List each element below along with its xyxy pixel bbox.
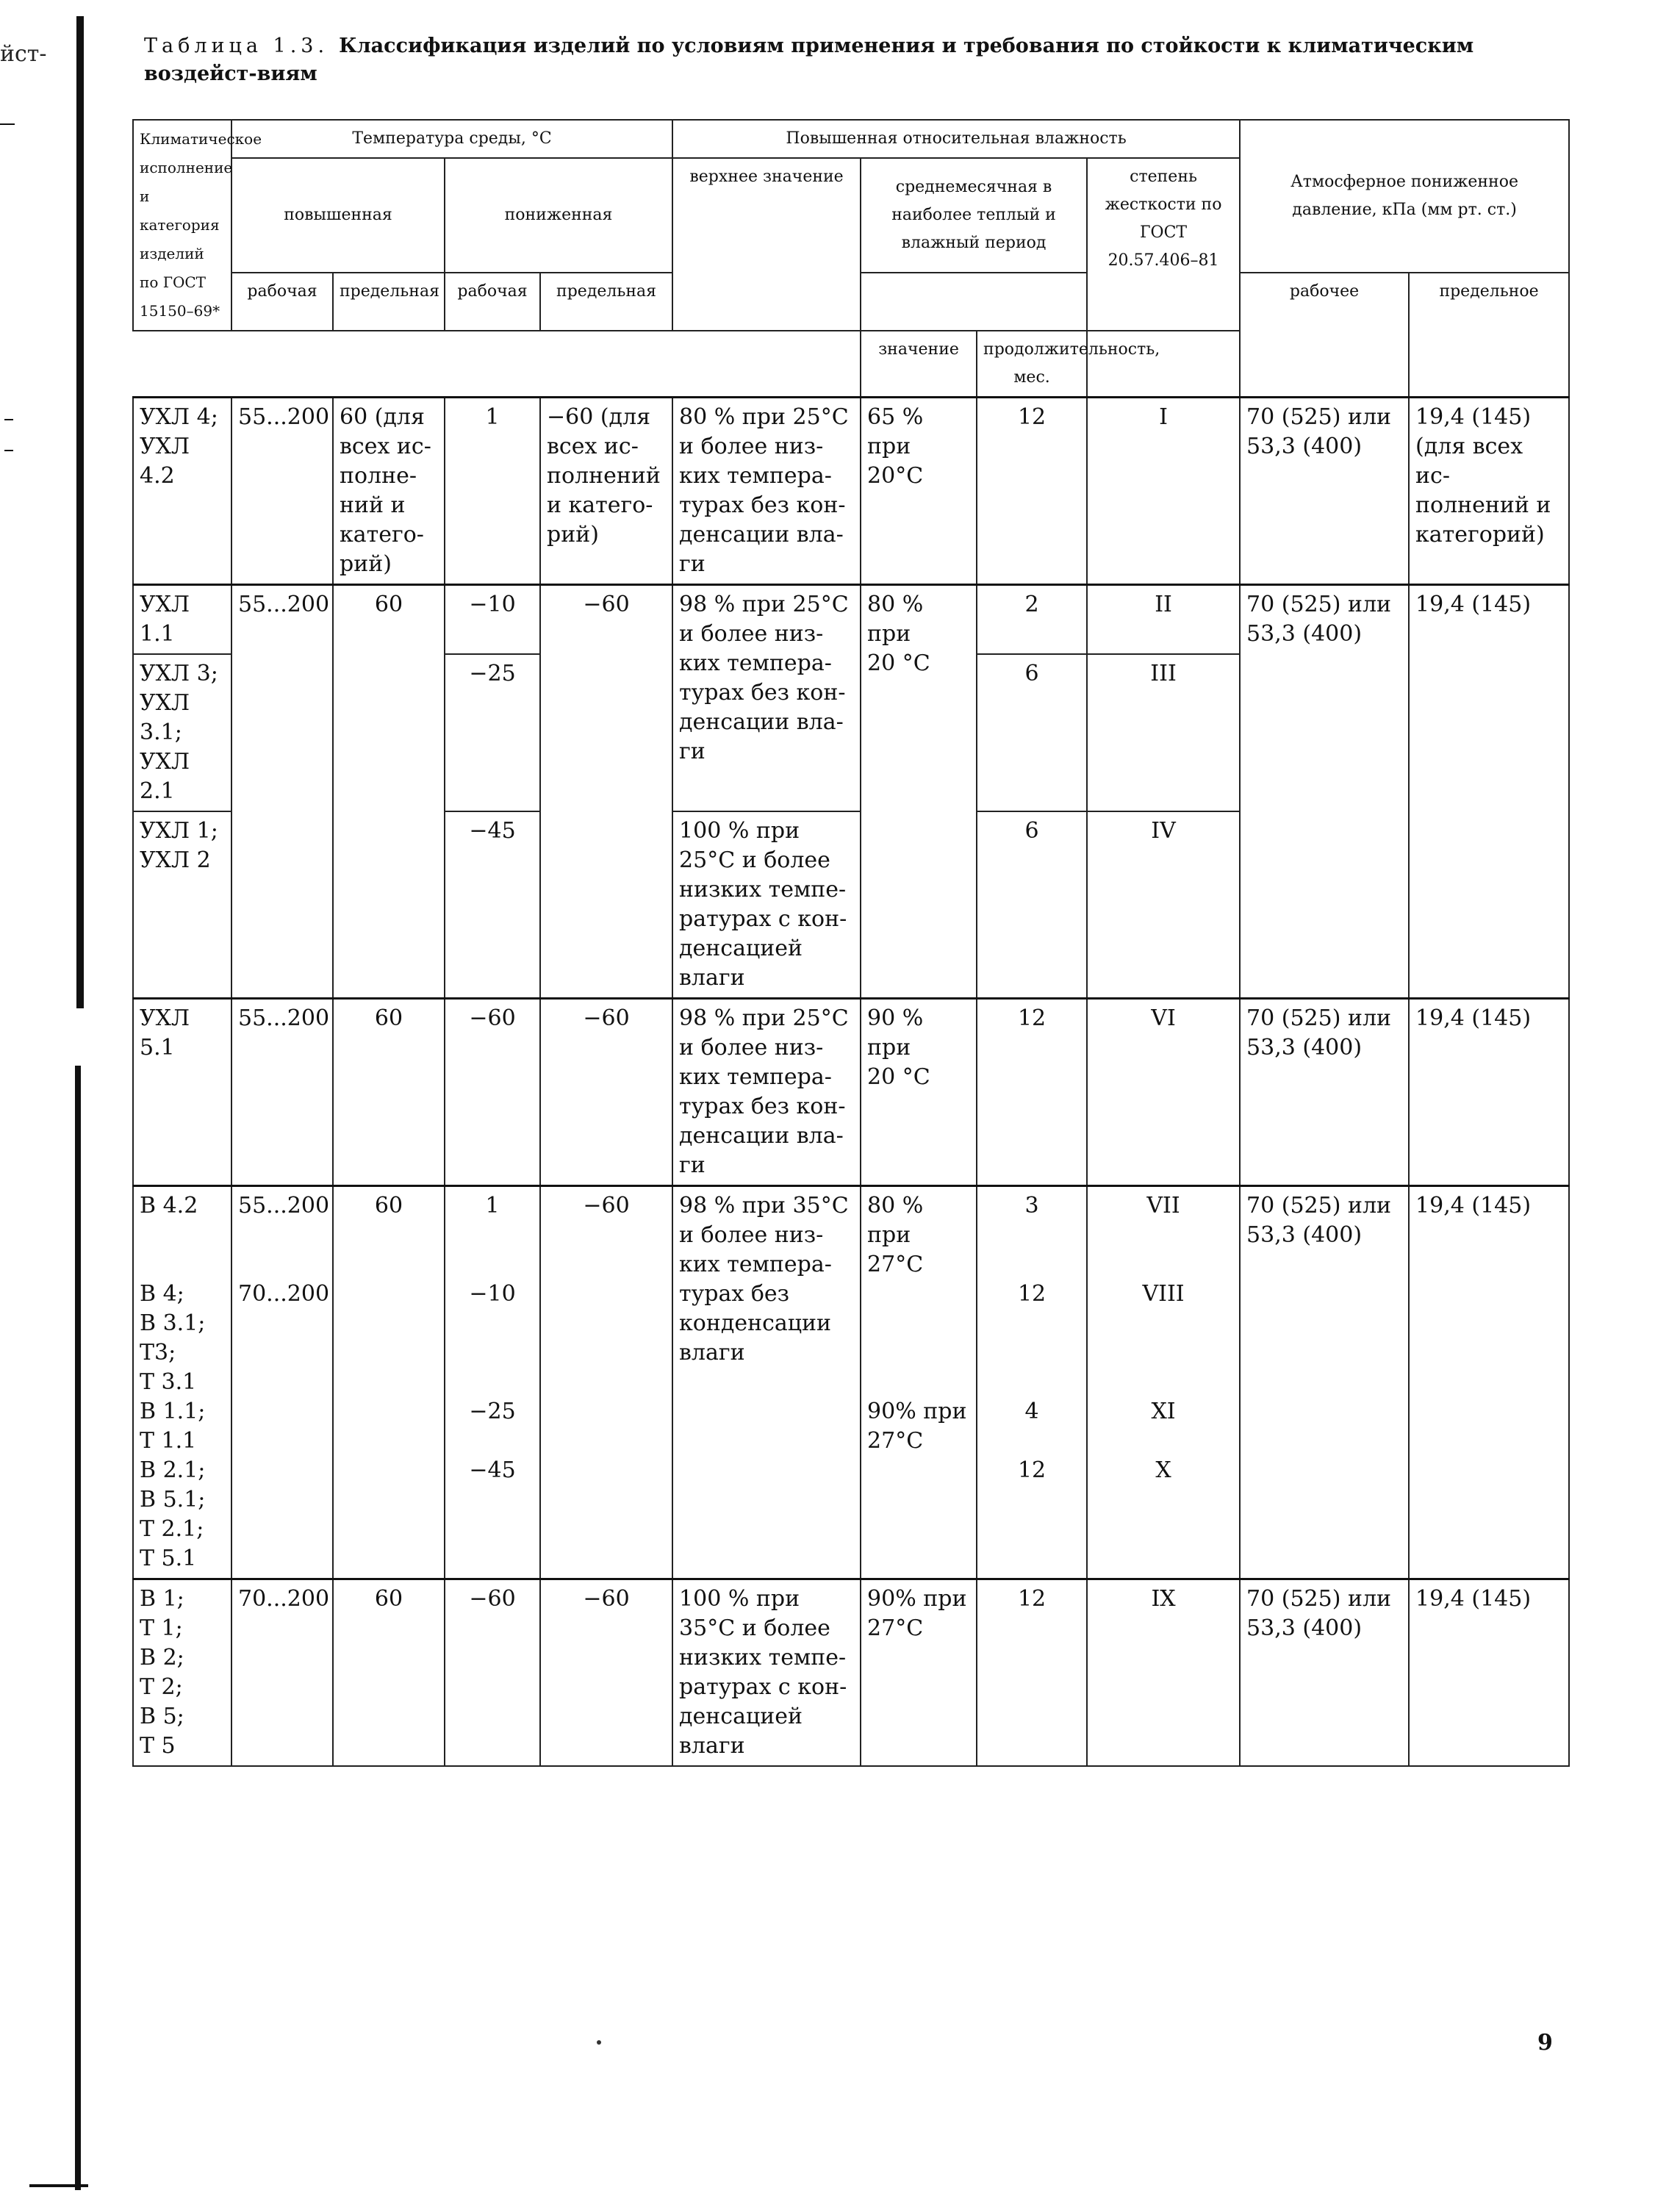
cell-avg-value: 90 % при 20 °С — [861, 999, 977, 1186]
table-row — [133, 999, 1569, 1186]
cell-high-working: 55...200 — [231, 999, 333, 1186]
cell-high-working: 55...200 — [231, 398, 333, 585]
page-number: 9 — [1537, 2030, 1553, 2056]
cell-low-working: −25 — [445, 654, 540, 811]
header-pressure: Атмосферное пониженное давление, кПа (мм рт. ст.) — [1240, 120, 1569, 273]
table-row — [133, 1186, 1569, 1579]
cell-upper-humidity: 80 % при 25°С и более низ- ких темпера- турах без кон- денсации вла- ги — [672, 398, 861, 585]
table-row — [133, 585, 1569, 655]
cell-duration: 6 — [977, 811, 1087, 999]
header-avg-value: значение — [861, 331, 977, 398]
header-filler — [672, 331, 861, 398]
cell-severity: II — [1087, 585, 1240, 655]
cell-low-working: −60 — [445, 999, 540, 1186]
header-avg-spacer — [861, 273, 1087, 331]
cell-high-limit: 60 — [333, 1579, 445, 1767]
header-severity: степень жесткости по ГОСТ 20.57.406–81 — [1087, 158, 1240, 331]
header-pressure-limit: предельное — [1409, 273, 1569, 398]
table-row — [133, 1579, 1569, 1767]
header-avg-monthly: среднемесячная в наиболее теплый и влажный период — [861, 158, 1087, 273]
cell-duration: 12 — [977, 999, 1087, 1186]
cell-pressure-limit: 19,4 (145) — [1409, 1579, 1569, 1767]
cell-climate: В 1; Т 1; В 2; Т 2; В 5; Т 5 — [133, 1579, 231, 1767]
cell-pressure-limit: 19,4 (145) (для всех ис- полнений и категорий) — [1409, 398, 1569, 585]
cell-high-limit: 60 (для всех ис- полне- ний и катего- рий) — [333, 398, 445, 585]
margin-tick — [0, 123, 15, 125]
header-climate: Климатическое исполнение и категория изделий по ГОСТ 15150–69* — [133, 120, 231, 331]
cell-severity: VII VIII XI X — [1087, 1186, 1240, 1579]
cell-duration: 2 — [977, 585, 1087, 655]
cell-high-limit: 60 — [333, 999, 445, 1186]
margin-tick — [29, 2184, 88, 2187]
header-humidity: Повышенная относительная влажность — [672, 120, 1240, 158]
cell-climate: УХЛ 1.1 — [133, 585, 231, 655]
cell-climate: УХЛ 4; УХЛ 4.2 — [133, 398, 231, 585]
cell-severity: VI — [1087, 999, 1240, 1186]
cell-avg-value: 65 % при 20°С — [861, 398, 977, 585]
header-pressure-working: рабочее — [1240, 273, 1409, 398]
cell-pressure-working: 70 (525) или 53,3 (400) — [1240, 398, 1409, 585]
cell-climate: УХЛ 1; УХЛ 2 — [133, 811, 231, 999]
header-avg-duration: продолжительность, мес. — [977, 331, 1087, 398]
cell-duration: 6 — [977, 654, 1087, 811]
header-temp-low: пониженная — [445, 158, 672, 273]
cell-pressure-working: 70 (525) или 53,3 (400) — [1240, 1186, 1409, 1579]
cell-high-limit: 60 — [333, 585, 445, 999]
cell-low-working: −10 — [445, 585, 540, 655]
cell-climate: УХЛ 3; УХЛ 3.1; УХЛ 2.1 — [133, 654, 231, 811]
header-low-limit: предельная — [540, 273, 672, 331]
table-caption — [144, 32, 1570, 88]
header-high-working: рабочая — [231, 273, 333, 331]
cell-duration: 12 — [977, 1579, 1087, 1767]
cell-pressure-working: 70 (525) или 53,3 (400) — [1240, 1579, 1409, 1767]
cut-text: йст- — [0, 41, 47, 67]
table-row — [133, 398, 1569, 585]
binding-bar-lower — [75, 1066, 81, 2190]
header-temperature: Температура среды, °С — [231, 120, 672, 158]
cell-upper-humidity: 98 % при 25°С и более низ- ких темпера- турах без кон- денсации вла- ги — [672, 585, 861, 812]
cell-avg-value: 90% при 27°С — [861, 1579, 977, 1767]
cell-low-limit: −60 (для всех ис- полнений и катего- рий) — [540, 398, 672, 585]
header-temp-high: повышенная — [231, 158, 445, 273]
cell-pressure-limit: 19,4 (145) — [1409, 999, 1569, 1186]
caption-label: Таблица 1.3. — [144, 35, 329, 57]
margin-tick — [4, 450, 13, 451]
cell-low-limit: −60 — [540, 999, 672, 1186]
header-high-limit: предельная — [333, 273, 445, 331]
page-dot — [597, 2040, 601, 2045]
cell-upper-humidity: 98 % при 25°С и более низ- ких темпера- турах без кон- денсации вла- ги — [672, 999, 861, 1186]
cell-pressure-working: 70 (525) или 53,3 (400) — [1240, 999, 1409, 1186]
header-low-working: рабочая — [445, 273, 540, 331]
cell-low-limit: −60 — [540, 1579, 672, 1767]
cell-duration: 12 — [977, 398, 1087, 585]
cell-pressure-limit: 19,4 (145) — [1409, 1186, 1569, 1579]
cell-climate: В 4.2 В 4; В 3.1; Т3; Т 3.1 В 1.1; Т 1.1 В 2.1; В 5.1; Т 2.1; Т 5.1 — [133, 1186, 231, 1579]
cell-severity: IV — [1087, 811, 1240, 999]
cell-upper-humidity: 100 % при 35°С и более низких темпе- ратурах с кон- денсацией влаги — [672, 1579, 861, 1767]
cell-pressure-limit: 19,4 (145) — [1409, 585, 1569, 999]
cell-upper-humidity: 100 % при 25°С и более низких темпе- ратурах с кон- денсацией влаги — [672, 811, 861, 999]
cell-severity: I — [1087, 398, 1240, 585]
classification-table-wrap — [132, 119, 1568, 1767]
cell-severity: III — [1087, 654, 1240, 811]
cell-high-working: 55...200 — [231, 585, 333, 999]
cell-low-working: 1 — [445, 398, 540, 585]
binding-bar — [76, 16, 84, 1008]
cell-avg-value: 80 % при 20 °С — [861, 585, 977, 999]
cell-high-limit: 60 — [333, 1186, 445, 1579]
cell-low-limit: −60 — [540, 1186, 672, 1579]
cell-low-working: −60 — [445, 1579, 540, 1767]
cell-low-limit: −60 — [540, 585, 672, 999]
header-upper-value: верхнее значение — [672, 158, 861, 331]
classification-table — [132, 119, 1570, 1767]
margin-tick — [4, 419, 13, 420]
left-margin — [0, 0, 132, 2196]
cell-pressure-working: 70 (525) или 53,3 (400) — [1240, 585, 1409, 999]
cell-severity: IX — [1087, 1579, 1240, 1767]
cell-upper-humidity: 98 % при 35°С и более низ- ких темпера- турах без конденсации влаги — [672, 1186, 861, 1579]
cell-avg-value: 80 % при 27°С 90% при 27°С — [861, 1186, 977, 1579]
cell-climate: УХЛ 5.1 — [133, 999, 231, 1186]
header-filler — [133, 331, 672, 398]
caption-text: Классификация изделий по условиям применения и требования по стойкости к климатическим воздейст-виям — [144, 35, 1474, 85]
cell-duration: 3 12 4 12 — [977, 1186, 1087, 1579]
cell-high-working: 70...200 — [231, 1579, 333, 1767]
cell-low-working: −45 — [445, 811, 540, 999]
cell-high-working: 55...200 70...200 — [231, 1186, 333, 1579]
cell-low-working: 1 −10 −25 −45 — [445, 1186, 540, 1579]
